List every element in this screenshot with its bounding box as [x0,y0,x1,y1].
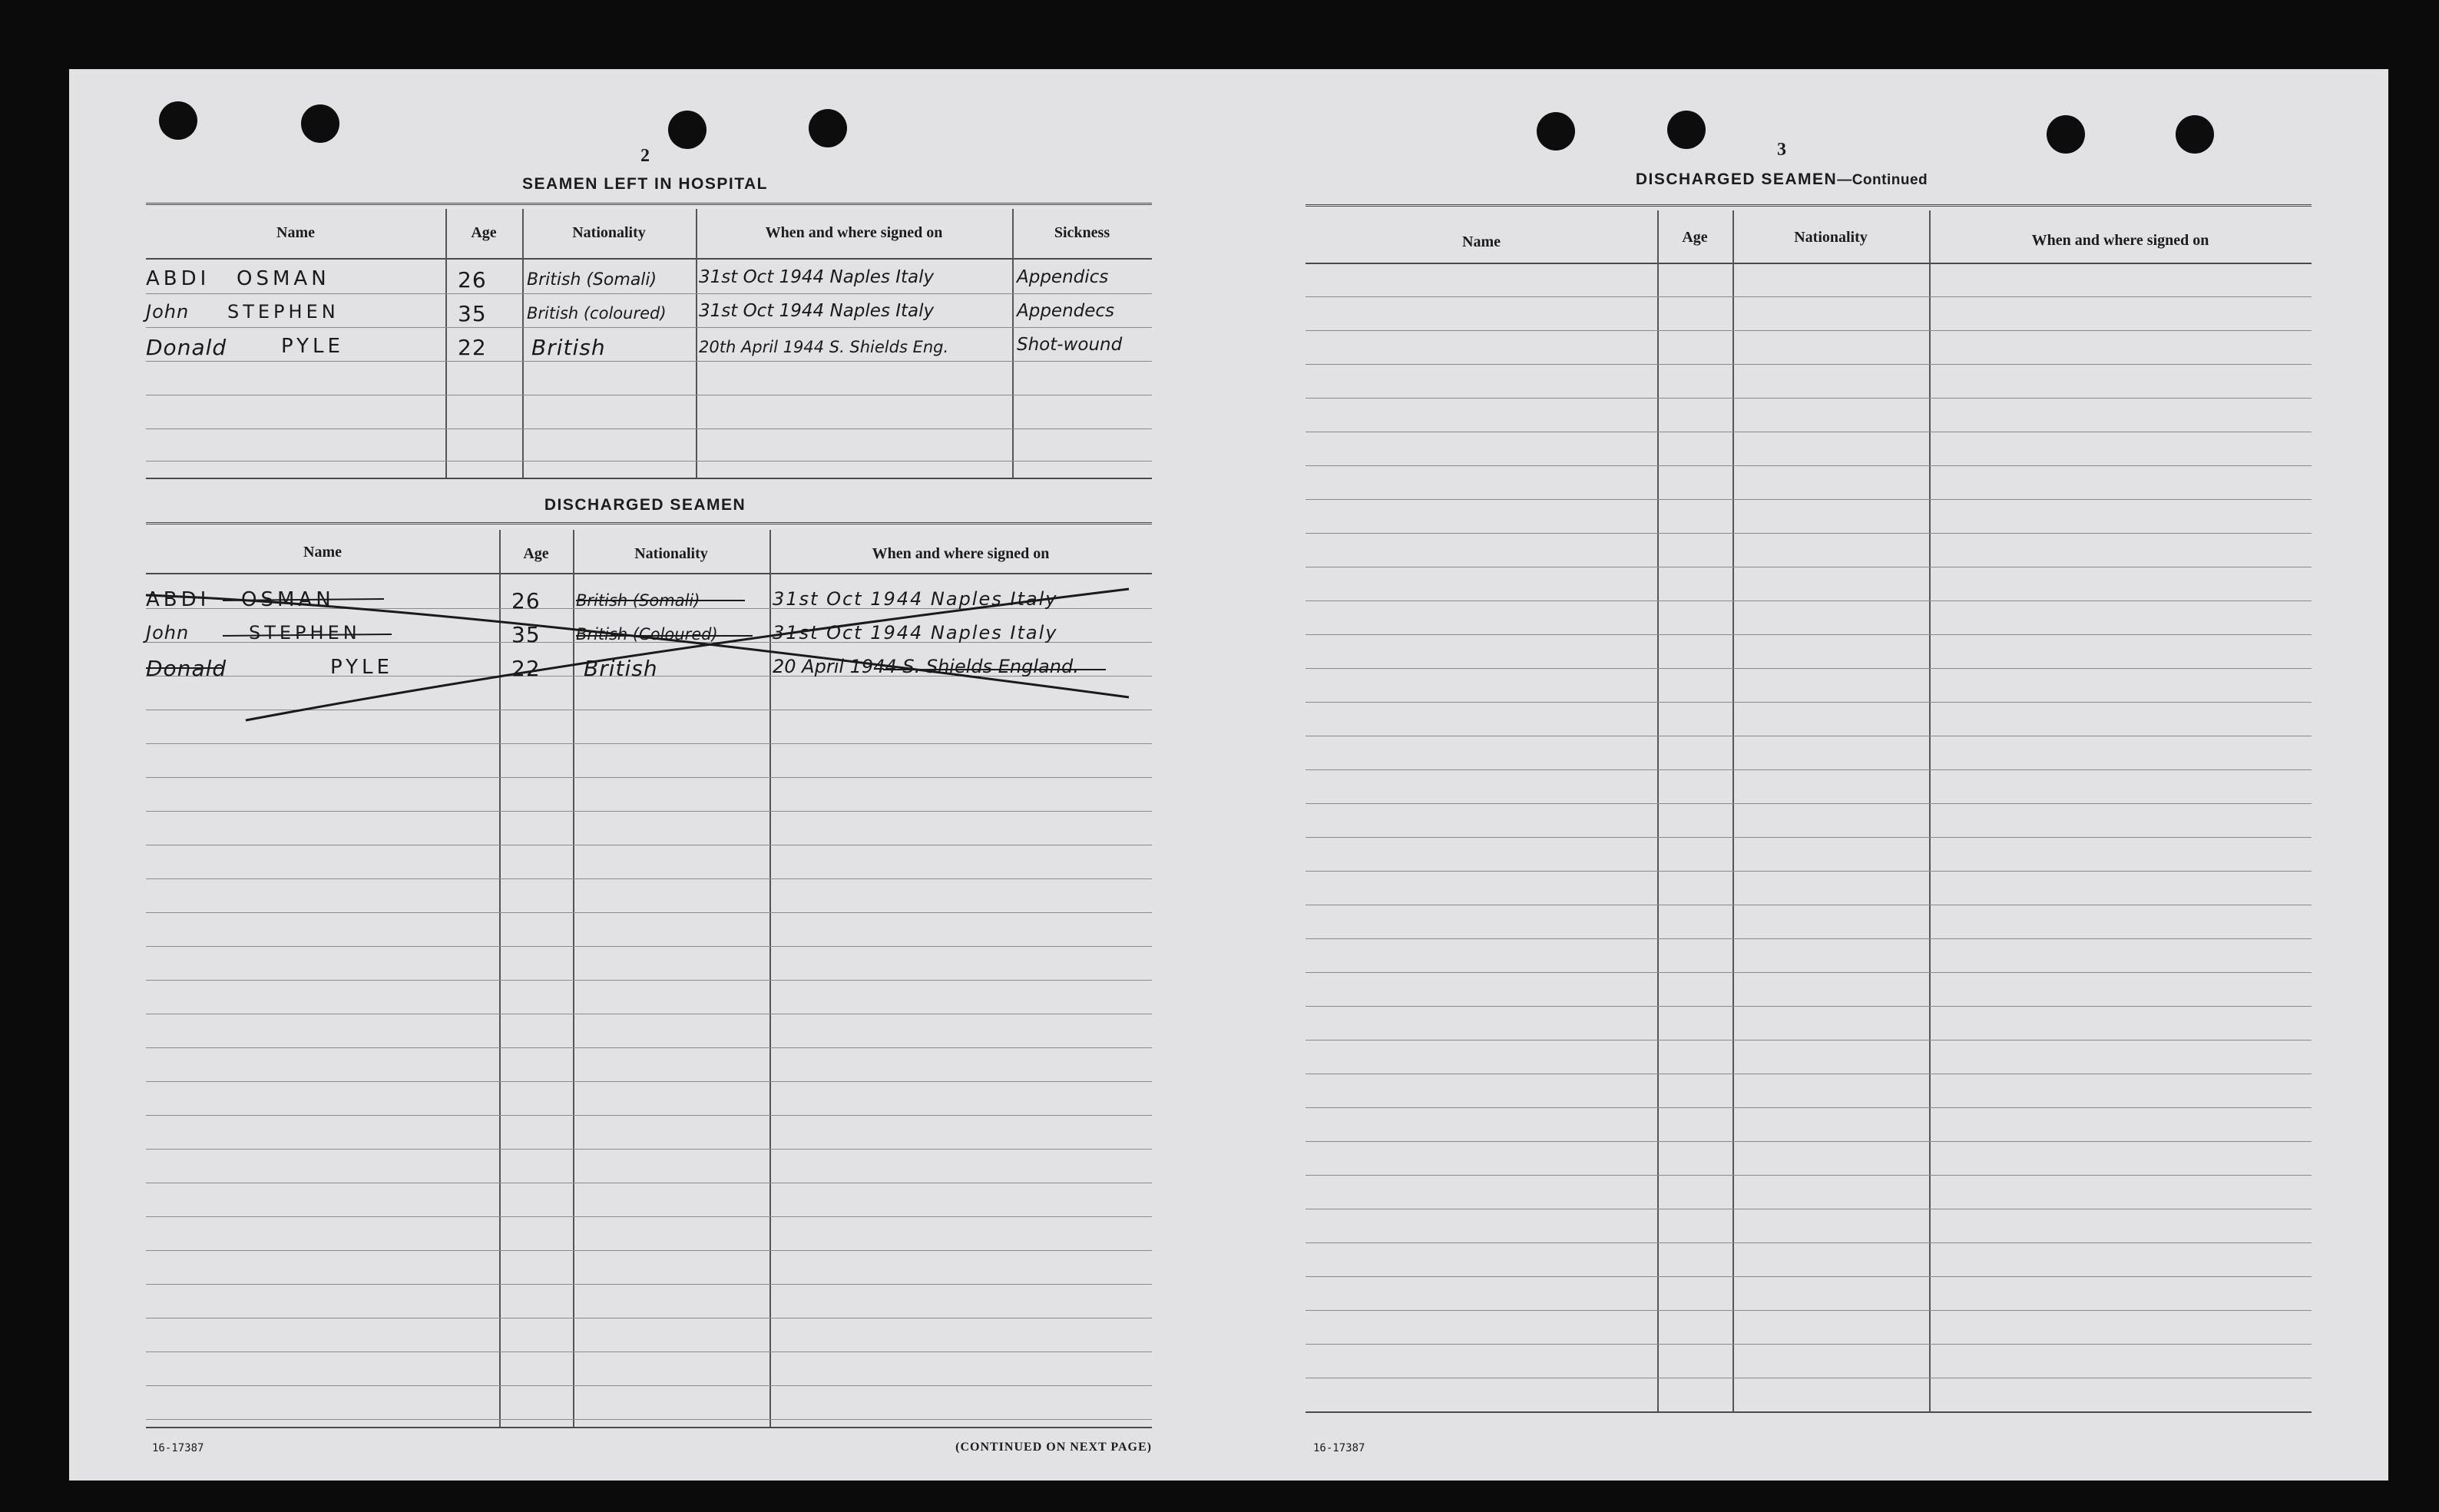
entry-last-name: STEPHEN [249,622,361,644]
ruled-line [1306,499,2312,500]
discharged-col-name: Name [303,544,342,561]
entry-nationality: British (Coloured) [576,625,718,644]
ruled-line [1306,1175,2312,1176]
form-number-left: 16-17387 [152,1442,204,1454]
right-col-age: Age [1682,229,1708,246]
entry-last-name: STEPHEN [227,301,339,323]
ruled-line [1306,634,2312,635]
right-title-continued: —Continued [1837,172,1928,188]
ruled-line [1306,398,2312,399]
entry-nationality: British (coloured) [527,304,667,323]
entry-signed-on: 31st Oct 1944 Naples Italy [773,622,1058,644]
ruled-line [1306,465,2312,466]
right-col-name: Name [1462,233,1501,250]
ruled-line [1306,972,2312,973]
entry-sickness: Shot-wound [1017,335,1123,355]
ruled-line [1306,1040,2312,1041]
entry-age: 35 [511,622,541,647]
ruled-line [1306,1344,2312,1345]
entry-nationality: British (Somali) [576,591,700,610]
ruled-line [1306,1006,2312,1007]
right-section-title [1474,170,2089,189]
hospital-col-signed-on: When and where signed on [765,224,943,241]
right-title-main: DISCHARGED SEAMEN [1635,170,1838,188]
entry-first-name: ABDI [146,588,210,611]
entry-first-name: Donald [146,335,227,360]
ruled-line [1306,769,2312,770]
entry-age: 26 [458,267,487,293]
hospital-col-nationality: Nationality [572,224,646,241]
entry-last-name: OSMAN [241,588,335,611]
discharged-section-title: DISCHARGED SEAMEN [544,496,746,514]
discharged-col-nationality: Nationality [634,545,708,562]
ruled-line [1306,1310,2312,1311]
hospital-col-sickness: Sickness [1054,224,1110,241]
ruled-line [1306,1242,2312,1243]
document-sheet [69,69,2388,1481]
entry-sickness: Appendics [1017,267,1109,287]
ruled-line [1306,364,2312,365]
entry-signed-on: 20 April 1944 S. Shields England. [773,656,1079,677]
ruled-line [1306,702,2312,703]
entry-nationality: British [584,656,658,681]
ruled-line [1306,803,2312,804]
right-col-signed-on: When and where signed on [2031,232,2209,249]
entry-first-name: John [146,622,190,644]
ruled-line [1306,330,2312,331]
entry-first-name: John [146,301,190,323]
entry-signed-on: 20th April 1944 S. Shields Eng. [699,338,949,356]
ruled-line [1306,1276,2312,1277]
entry-signed-on: 31st Oct 1944 Naples Italy [773,588,1058,610]
entry-age: 22 [458,335,487,360]
page-number-right: 3 [1777,140,1786,160]
discharged-col-age: Age [523,545,549,562]
entry-last-name: PYLE [330,656,393,679]
entry-nationality: British (Somali) [527,270,657,289]
ruled-line [1306,1141,2312,1142]
ruled-line [1306,837,2312,838]
ruled-line [1306,533,2312,534]
entry-age: 26 [511,588,541,614]
hospital-section-title: SEAMEN LEFT IN HOSPITAL [522,175,768,193]
entry-sickness: Appendecs [1017,301,1115,321]
form-number-right: 16-17387 [1313,1442,1365,1454]
cross-out-mark [69,69,2388,1481]
hospital-col-age: Age [471,224,497,241]
right-col-nationality: Nationality [1794,229,1868,246]
entry-nationality: British [531,335,606,360]
entry-signed-on: 31st Oct 1944 Naples Italy [699,267,935,287]
discharged-col-signed-on: When and where signed on [872,545,1050,562]
entry-last-name: PYLE [281,335,344,358]
entry-first-name: Donald [146,656,227,681]
ruled-line [1306,871,2312,872]
continued-note: (CONTINUED ON NEXT PAGE) [955,1441,1152,1454]
hospital-col-name: Name [276,224,315,241]
ruled-line [1306,668,2312,669]
entry-last-name: OSMAN [237,267,330,290]
page-number-left: 2 [640,146,650,166]
entry-age: 22 [511,656,541,681]
entry-age: 35 [458,301,487,326]
ruled-line [1306,1107,2312,1108]
ruled-line [1306,938,2312,939]
ruled-line [1306,600,2312,601]
ruled-line [1306,296,2312,297]
entry-first-name: ABDI [146,267,210,290]
entry-signed-on: 31st Oct 1944 Naples Italy [699,301,935,321]
